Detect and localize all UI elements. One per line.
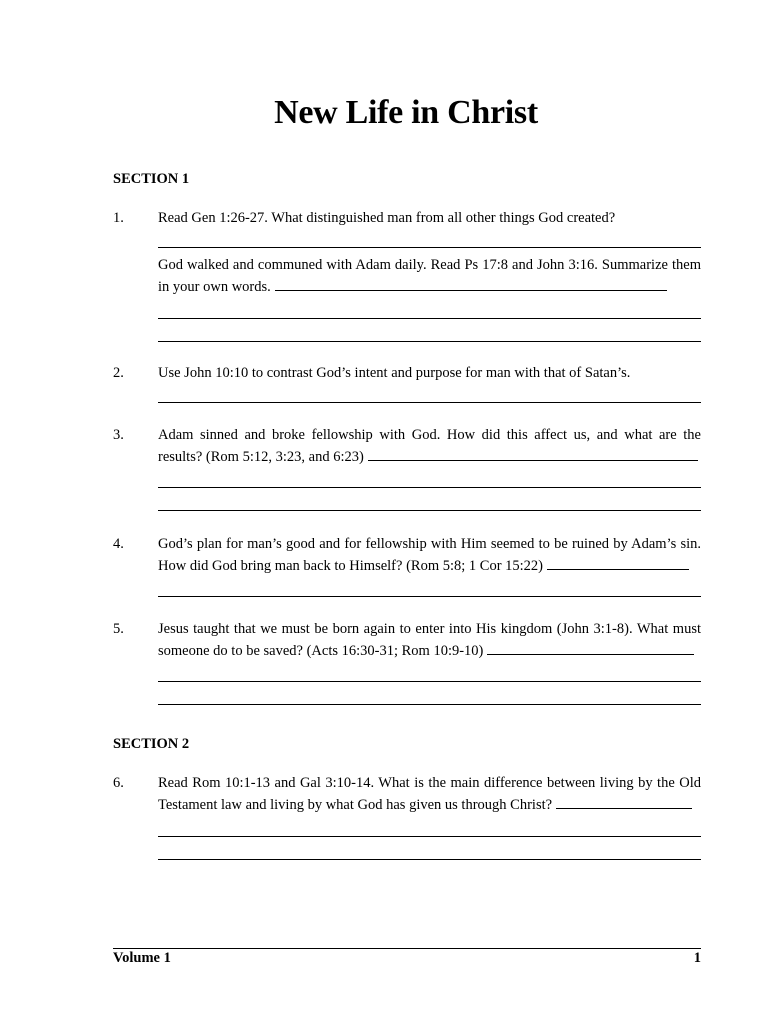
answer-line[interactable]	[158, 596, 701, 597]
section-heading-2: SECTION 2	[113, 736, 190, 752]
followup-text: God walked and communed with Adam daily. Read Ps 17:8 and John 3:16. Summarize them in your own words.	[158, 257, 701, 295]
answer-line[interactable]	[158, 836, 701, 837]
answer-line[interactable]	[158, 487, 701, 488]
answer-line-inline[interactable]	[547, 557, 689, 570]
question-number-1: 1.	[113, 210, 124, 226]
footer-volume: Volume 1	[113, 950, 171, 966]
question-number-5: 5.	[113, 621, 124, 637]
answer-line[interactable]	[158, 859, 701, 860]
question-number-4: 4.	[113, 536, 124, 552]
footer-page-number: 1	[693, 950, 701, 966]
question-body: God’s plan for man’s good and for fellowship with Him seemed to be ruined by Adam’s sin. How did God bring man back to Himself? (Rom 5:8; 1 Cor 15:22)	[158, 536, 701, 574]
question-text-6	[158, 772, 701, 816]
answer-line[interactable]	[158, 341, 701, 342]
question-text-4	[158, 533, 701, 577]
question-body: Adam sinned and broke fellowship with God. How did this affect us, and what are the results? (Rom 5:12, 3:23, and 6:23)	[158, 427, 701, 465]
question-number-6: 6.	[113, 775, 124, 791]
question-body: Jesus taught that we must be born again to enter into His kingdom (John 3:1-8). What must someone do to be saved? (Acts 16:30-31; Rom 10:9-10)	[158, 621, 701, 659]
answer-line[interactable]	[158, 704, 701, 705]
answer-line[interactable]	[158, 681, 701, 682]
question-followup-1	[158, 254, 701, 298]
answer-line[interactable]	[158, 318, 701, 319]
section-heading-1: SECTION 1	[113, 171, 190, 187]
answer-line-inline[interactable]	[487, 642, 694, 655]
answer-line[interactable]	[158, 402, 701, 403]
question-text-5	[158, 618, 701, 662]
question-number-3: 3.	[113, 427, 124, 443]
answer-line-inline[interactable]	[556, 796, 692, 809]
question-body: Read Rom 10:1-13 and Gal 3:10-14. What is the main difference between living by the Old Testament law and living by what God has given us through Christ?	[158, 775, 701, 813]
footer-rule	[113, 948, 701, 949]
page-title: New Life in Christ	[274, 94, 538, 131]
question-text-2: Use John 10:10 to contrast God’s intent and purpose for man with that of Satan’s.	[158, 365, 631, 381]
answer-line[interactable]	[158, 247, 701, 248]
answer-line-inline[interactable]	[275, 278, 667, 291]
question-number-2: 2.	[113, 365, 124, 381]
question-text-3	[158, 424, 701, 468]
question-text-1: Read Gen 1:26-27. What distinguished man from all other things God created?	[158, 210, 616, 226]
answer-line-inline[interactable]	[368, 448, 698, 461]
answer-line[interactable]	[158, 510, 701, 511]
